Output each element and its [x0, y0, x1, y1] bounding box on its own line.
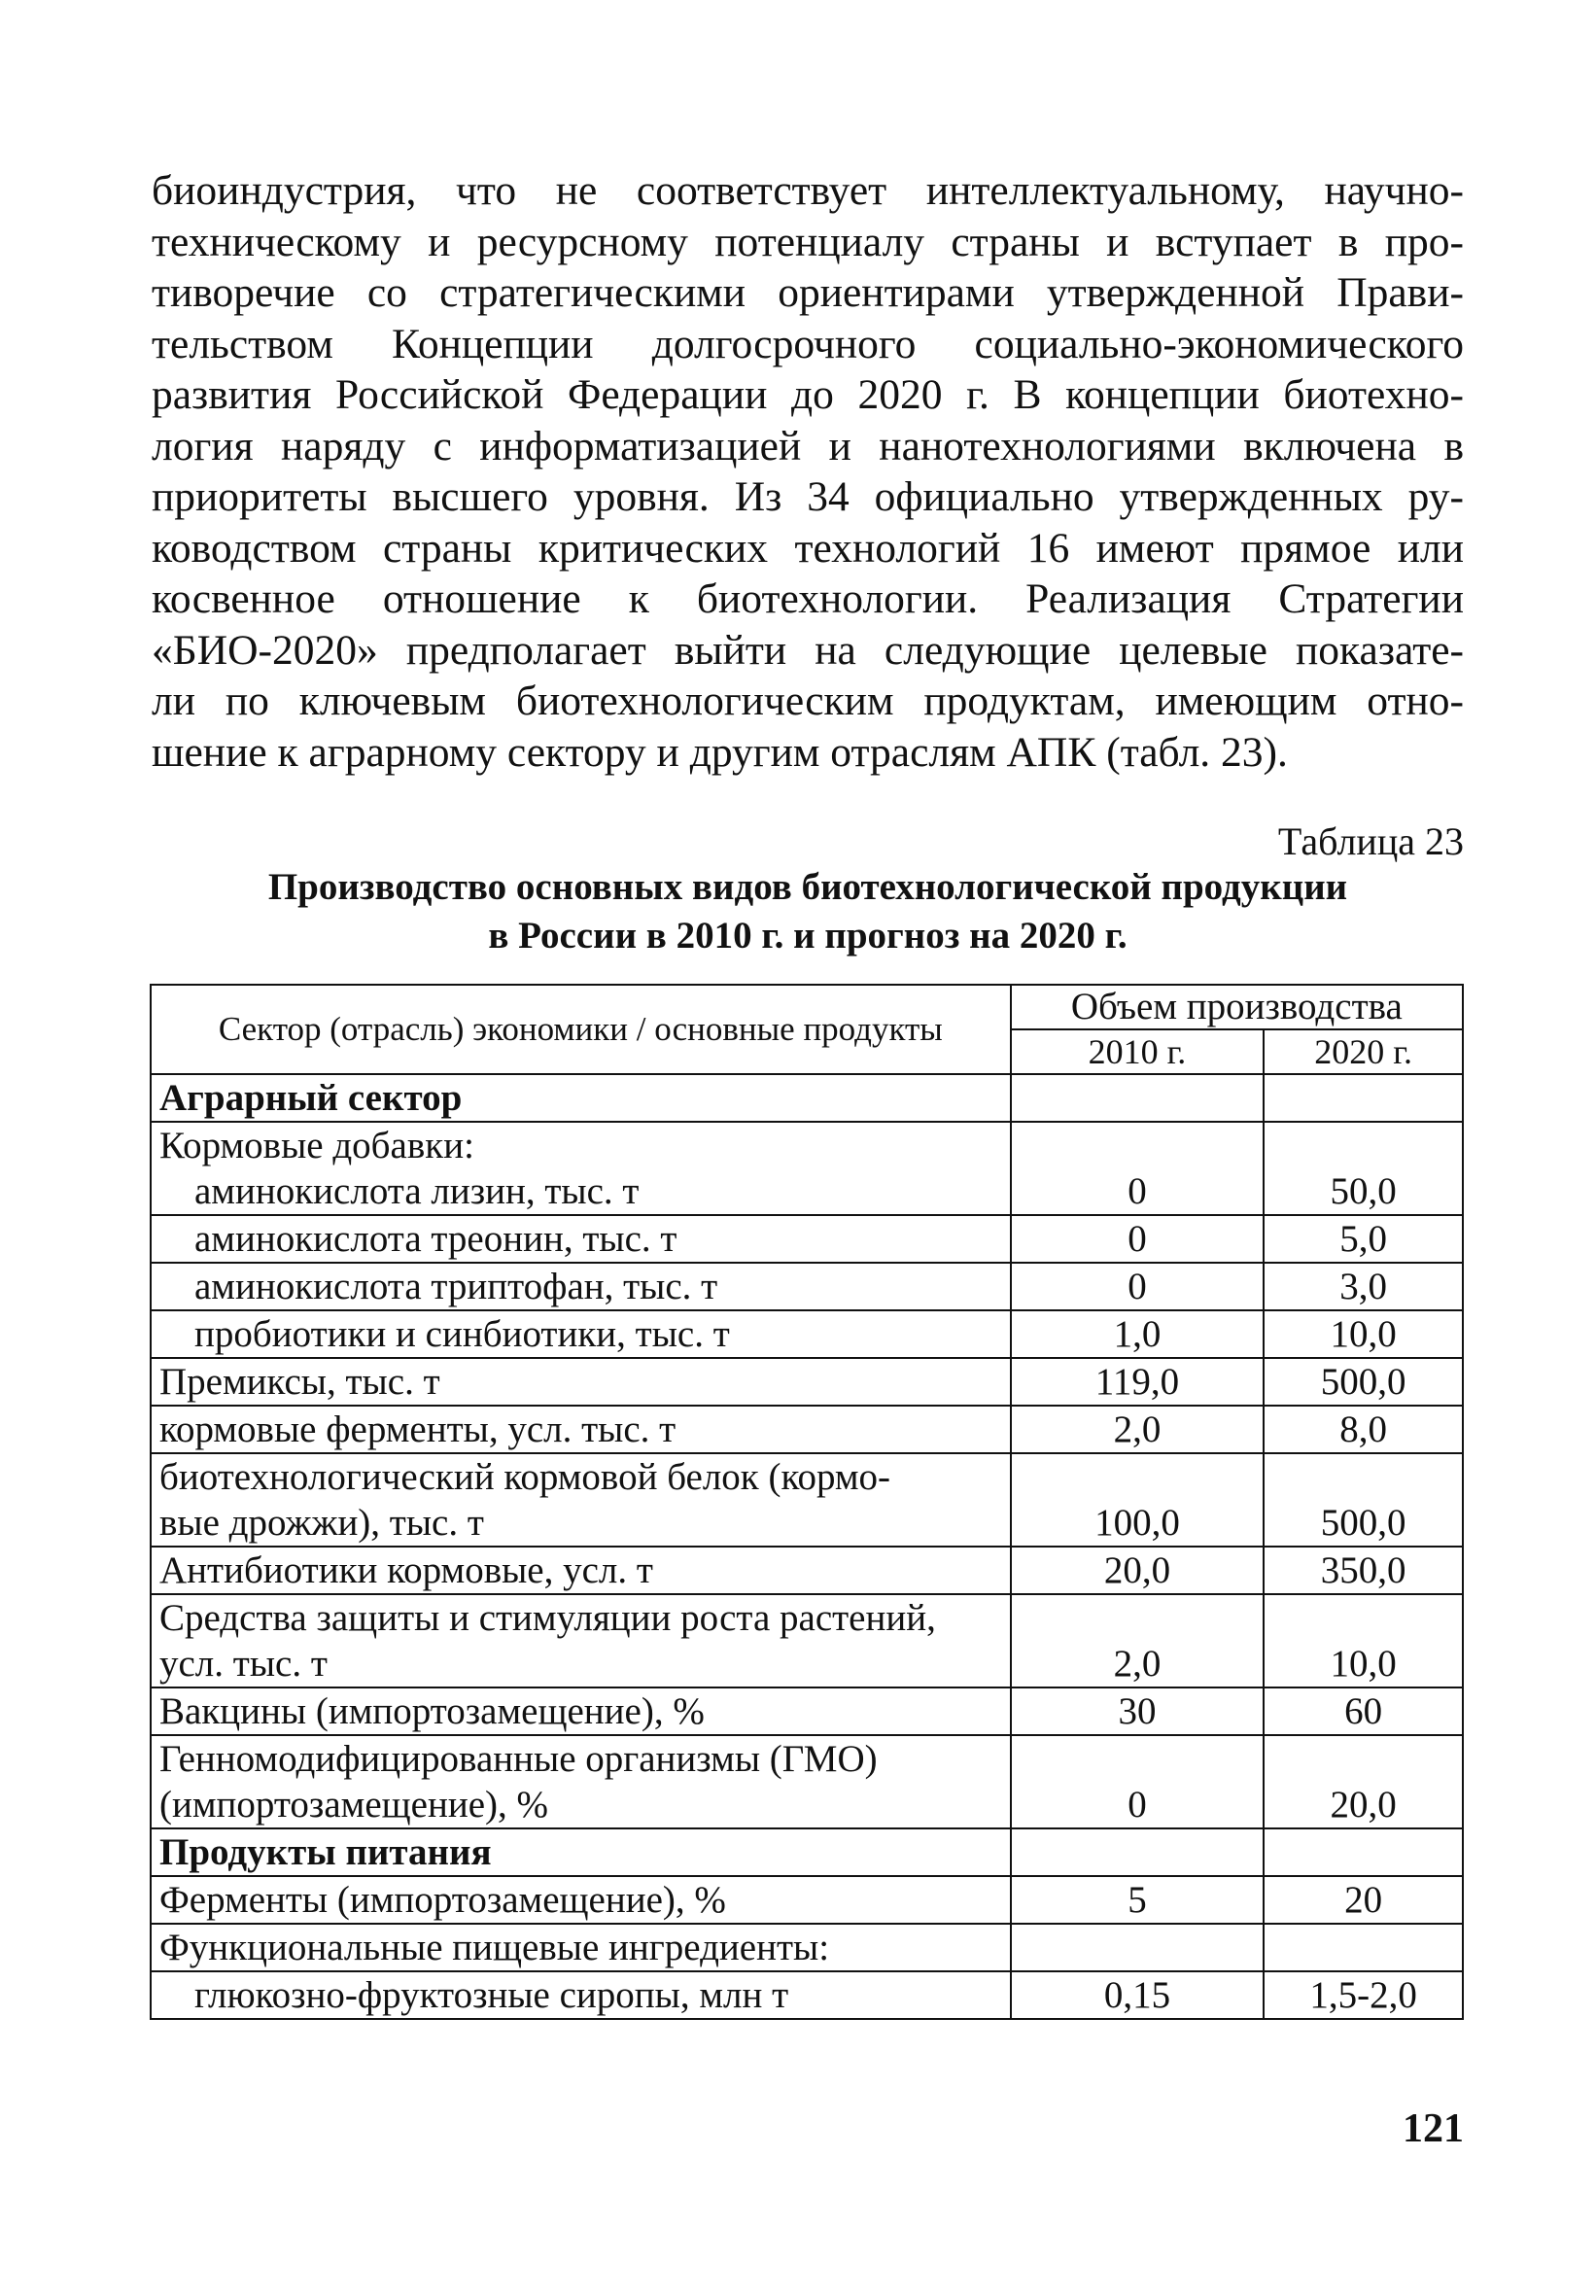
row-label — [151, 1453, 1011, 1547]
table-row — [151, 1122, 1463, 1168]
table-row — [151, 1924, 1463, 1971]
header-year-2020: 2020 г. — [1264, 1029, 1463, 1074]
row-label: Кормовые добавки: — [151, 1122, 1011, 1168]
value-2020: 20 — [1264, 1876, 1463, 1924]
row-label: аминокислота треонин, тыс. т — [151, 1215, 1011, 1263]
row-label — [151, 1594, 1011, 1687]
row-label: Продукты питания — [151, 1828, 1011, 1876]
table-header-row — [151, 985, 1463, 1029]
value-2020: 3,0 — [1264, 1263, 1463, 1310]
row-label-line: усл. тыс. т — [159, 1643, 328, 1685]
row-label: Функциональные пищевые ингредиенты: — [151, 1924, 1011, 1971]
value-2020 — [1264, 1122, 1463, 1168]
table-label: Таблица 23 — [1277, 819, 1464, 863]
header-volume: Объем производства — [1011, 985, 1463, 1029]
table-row — [151, 1215, 1463, 1263]
paragraph-line: биоиндустрия, что не соответствует интеллектуальному, научно- — [152, 167, 1464, 214]
paragraph-line: логия наряду с информатизацией и нанотехнологиями включена в — [152, 422, 1464, 470]
paragraph-line: тиворечие со стратегическими ориентирами утвержденной Прави- — [152, 269, 1464, 316]
table-row — [151, 1971, 1463, 2019]
production-table — [150, 984, 1464, 2020]
page-number: 121 — [1403, 2106, 1464, 2151]
paragraph-line: «БИО-2020» предполагает выйти на следующие целевые показате- — [152, 626, 1464, 674]
row-label-line: Средства защиты и стимуляции роста растений, — [159, 1597, 936, 1639]
table-row — [151, 1168, 1463, 1215]
table-row — [151, 1547, 1463, 1594]
value-2010: 30 — [1011, 1687, 1265, 1735]
table-row — [151, 1453, 1463, 1547]
body-paragraph — [152, 165, 1464, 778]
value-2020: 60 — [1264, 1687, 1463, 1735]
row-label-line: Генномодифицированные организмы (ГМО) — [159, 1738, 878, 1780]
header-sector: Сектор (отрасль) экономики / основные продукты — [151, 985, 1011, 1074]
row-label-line: (импортозамещение), % — [159, 1784, 548, 1826]
value-2020 — [1264, 1828, 1463, 1876]
value-2020: 8,0 — [1264, 1406, 1463, 1453]
row-label-line: вые дрожжи), тыс. т — [159, 1502, 484, 1544]
value-2020: 5,0 — [1264, 1215, 1463, 1263]
paragraph-line: развития Российской Федерации до 2020 г. В концепции биотехно- — [152, 371, 1464, 418]
row-label — [151, 1735, 1011, 1828]
row-label: кормовые ферменты, усл. тыс. т — [151, 1406, 1011, 1453]
paragraph-line: техническому и ресурсному потенциалу страны и вступает в про- — [152, 218, 1464, 265]
table-row — [151, 1406, 1463, 1453]
value-2010: 0,15 — [1011, 1971, 1265, 2019]
value-2010: 5 — [1011, 1876, 1265, 1924]
table-row — [151, 1358, 1463, 1406]
header-year-2010: 2010 г. — [1011, 1029, 1265, 1074]
paragraph-line: приоритеты высшего уровня. Из 34 официально утвержденных ру- — [152, 473, 1464, 520]
table-row — [151, 1310, 1463, 1358]
row-label: аминокислота лизин, тыс. т — [151, 1168, 1011, 1215]
value-2010: 1,0 — [1011, 1310, 1265, 1358]
row-label: Антибиотики кормовые, усл. т — [151, 1547, 1011, 1594]
value-2020: 500,0 — [1264, 1358, 1463, 1406]
value-2020: 1,5-2,0 — [1264, 1971, 1463, 2019]
value-2020: 10,0 — [1264, 1594, 1463, 1687]
value-2010 — [1011, 1122, 1265, 1168]
paragraph-line: тельством Концепции долгосрочного социально-экономического — [152, 320, 1464, 367]
table-row — [151, 1263, 1463, 1310]
value-2010: 0 — [1011, 1263, 1265, 1310]
row-label: аминокислота триптофан, тыс. т — [151, 1263, 1011, 1310]
paragraph-line: ли по ключевым биотехнологическим продуктам, имеющим отно- — [152, 678, 1464, 724]
value-2010: 100,0 — [1011, 1453, 1265, 1547]
row-label: Аграрный сектор — [151, 1074, 1011, 1122]
value-2020: 10,0 — [1264, 1310, 1463, 1358]
table-row — [151, 1594, 1463, 1687]
row-label-line: биотехнологический кормовой белок (кормо- — [159, 1456, 891, 1498]
value-2020 — [1264, 1074, 1463, 1122]
value-2010: 119,0 — [1011, 1358, 1265, 1406]
table-title — [152, 863, 1464, 960]
paragraph-line: косвенное отношение к биотехнологии. Реализация Стратегии — [152, 575, 1464, 622]
value-2010 — [1011, 1924, 1265, 1971]
row-label: Премиксы, тыс. т — [151, 1358, 1011, 1406]
row-label: Вакцины (импортозамещение), % — [151, 1687, 1011, 1735]
row-label: Ферменты (импортозамещение), % — [151, 1876, 1011, 1924]
value-2010 — [1011, 1074, 1265, 1122]
value-2010: 20,0 — [1011, 1547, 1265, 1594]
table-title-line: в России в 2010 г. и прогноз на 2020 г. — [488, 915, 1128, 957]
table-title-line: Производство основных видов биотехнологической продукции — [267, 866, 1348, 908]
value-2010: 0 — [1011, 1168, 1265, 1215]
value-2020 — [1264, 1924, 1463, 1971]
value-2020: 20,0 — [1264, 1735, 1463, 1828]
value-2010: 2,0 — [1011, 1594, 1265, 1687]
value-2010: 0 — [1011, 1215, 1265, 1263]
value-2020: 500,0 — [1264, 1453, 1463, 1547]
value-2020: 350,0 — [1264, 1547, 1463, 1594]
table-row — [151, 1735, 1463, 1828]
row-label: глюкозно-фруктозные сиропы, млн т — [151, 1971, 1011, 2019]
value-2010: 2,0 — [1011, 1406, 1265, 1453]
value-2020: 50,0 — [1264, 1168, 1463, 1215]
table-row — [151, 1687, 1463, 1735]
value-2010 — [1011, 1828, 1265, 1876]
table-row — [151, 1876, 1463, 1924]
row-label: пробиотики и синбиотики, тыс. т — [151, 1310, 1011, 1358]
paragraph-line: ководством страны критических технологий 16 имеют прямое или — [152, 524, 1464, 572]
table-row — [151, 1828, 1463, 1876]
paragraph-line: шение к аграрному сектору и другим отраслям АПК (табл. 23). — [152, 728, 1288, 776]
value-2010: 0 — [1011, 1735, 1265, 1828]
table-row — [151, 1074, 1463, 1122]
